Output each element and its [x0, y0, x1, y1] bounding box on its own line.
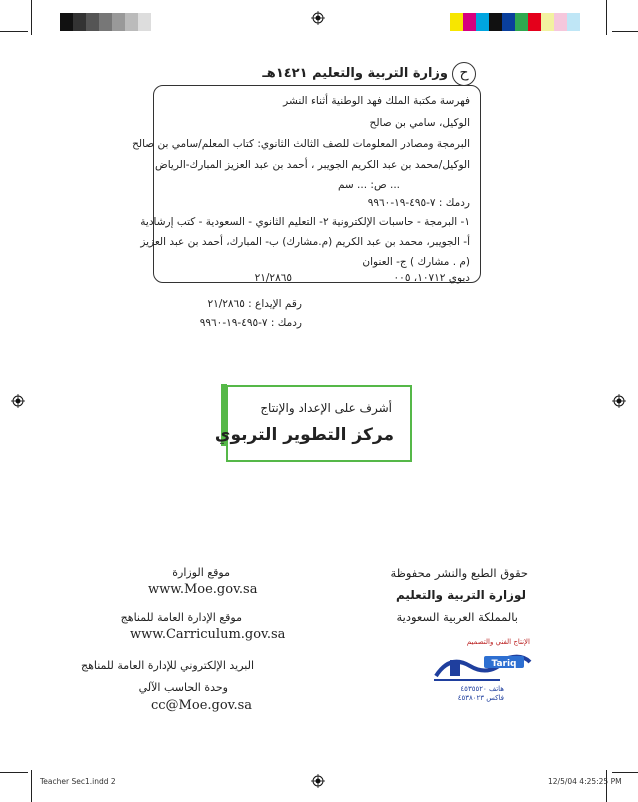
color-swatch	[450, 13, 463, 31]
crop-mark-bottom-left-h	[0, 772, 28, 773]
email-address[interactable]: cc@Moe.gov.sa	[151, 698, 253, 713]
rights-line-3: بالمملكة العربية السعودية	[396, 610, 518, 624]
logo-phone: هاتف ٤٥٣٥٥٢٠	[460, 685, 504, 693]
publisher-logo	[430, 638, 534, 702]
color-swatch	[567, 13, 580, 31]
deposit-number: رقم الإيداع : ٢١/٢٨٦٥	[207, 298, 302, 310]
rights-line-1: حقوق الطبع والنشر محفوظة	[390, 566, 528, 580]
catalog-line: ردمك : ٧-٤٩٥-١٩-٩٩٦٠	[367, 197, 470, 209]
svg-text:Tariq: Tariq	[491, 659, 517, 669]
ministry-site-url[interactable]: www.Moe.gov.sa	[148, 582, 258, 597]
catalog-line: الوكيل، سامي بن صالح	[369, 117, 470, 129]
registration-target-icon	[11, 394, 25, 408]
gray-color-bar	[60, 13, 151, 31]
catalog-box	[132, 85, 481, 284]
catalog-line: (م . مشارك ) ج- العنوان	[362, 256, 470, 268]
crop-mark-bottom-right-v	[606, 770, 607, 802]
logo-fax: فاكس ٤٥٣٨٠٢٣	[457, 694, 504, 702]
registration-target-icon	[311, 11, 325, 25]
email-label: البريد الإلكتروني للإدارة العامة للمناهج	[80, 659, 254, 672]
gray-swatch	[73, 13, 86, 31]
rights-line-2: لوزارة التربية والتعليم	[395, 588, 526, 602]
supervision-center: مركز التطوير التربوي	[214, 425, 394, 445]
color-swatch	[528, 13, 541, 31]
crop-mark-top-left-v	[31, 0, 32, 35]
logo-mark-icon	[430, 648, 534, 684]
curriculum-site-label: موقع الإدارة العامة للمناهج	[120, 611, 242, 624]
deposit-isbn: ردمك : ٧-٤٩٥-١٩-٩٩٦٠	[199, 317, 302, 329]
gray-swatch	[125, 13, 138, 31]
supervision-label: أشرف على الإعداد والإنتاج	[260, 401, 392, 415]
email-unit: وحدة الحاسب الآلي	[138, 681, 228, 694]
page-letter: ح	[459, 65, 469, 81]
dewey-number: ٢١/٢٨٦٥	[254, 272, 292, 284]
catalog-line: البرمجة ومصادر المعلومات للصف الثالث الثانوي: كتاب المعلم/سامي بن صالح	[132, 138, 470, 150]
crop-mark-bottom-left-v	[31, 770, 32, 802]
crop-mark-top-right-h	[612, 31, 638, 32]
ministry-title: وزارة التربية والتعليم ١٤٢١هـ	[262, 66, 448, 81]
gray-swatch	[60, 13, 73, 31]
gray-swatch	[99, 13, 112, 31]
catalog-line: فهرسة مكتبة الملك فهد الوطنية أثناء النشر	[283, 95, 470, 107]
registration-target-icon	[612, 394, 626, 408]
catalog-line: ... ص: ... سم	[337, 179, 400, 191]
color-swatch	[554, 13, 567, 31]
footer-timestamp: 12/5/04 4:25:25 PM	[548, 777, 622, 786]
page-letter-circle	[452, 62, 476, 86]
color-swatch	[502, 13, 515, 31]
crop-mark-top-right-v	[606, 0, 607, 35]
logo-top-text: الإنتاج الفني والتصميم	[466, 638, 530, 646]
registration-target-icon	[311, 774, 325, 788]
catalog-line: الوكيل/محمد بن عبد الكريم الجويبر ، أحمد بن عبد العزيز المبارك-الرياض	[155, 159, 470, 171]
color-swatch	[463, 13, 476, 31]
supervision-box	[214, 385, 412, 462]
curriculum-site-url[interactable]: www.Carriculum.gov.sa	[130, 627, 286, 642]
color-swatch	[489, 13, 502, 31]
gray-swatch	[86, 13, 99, 31]
crop-mark-top-left-h	[0, 31, 28, 32]
gray-swatch	[138, 13, 151, 31]
gray-swatch	[112, 13, 125, 31]
footer-filename: Teacher Sec1.indd 2	[40, 777, 116, 786]
cmyk-color-bar	[450, 13, 580, 31]
crop-mark-bottom-right-h	[612, 772, 638, 773]
color-swatch	[515, 13, 528, 31]
color-swatch	[541, 13, 554, 31]
color-swatch	[476, 13, 489, 31]
ministry-site-label: موقع الوزارة	[172, 566, 230, 579]
catalog-line: ١- البرمجة - حاسبات الإلكترونية ٢- التعليم الثانوي - السعودية - كتب إرشادية	[140, 216, 470, 228]
dewey-line: ديوي ١٠٧١٢، ٠٠٥	[393, 272, 470, 284]
catalog-line: أ- الجويبر، محمد بن عبد الكريم (م.مشارك) ب- المبارك، أحمد بن عبد العزيز	[140, 236, 470, 248]
